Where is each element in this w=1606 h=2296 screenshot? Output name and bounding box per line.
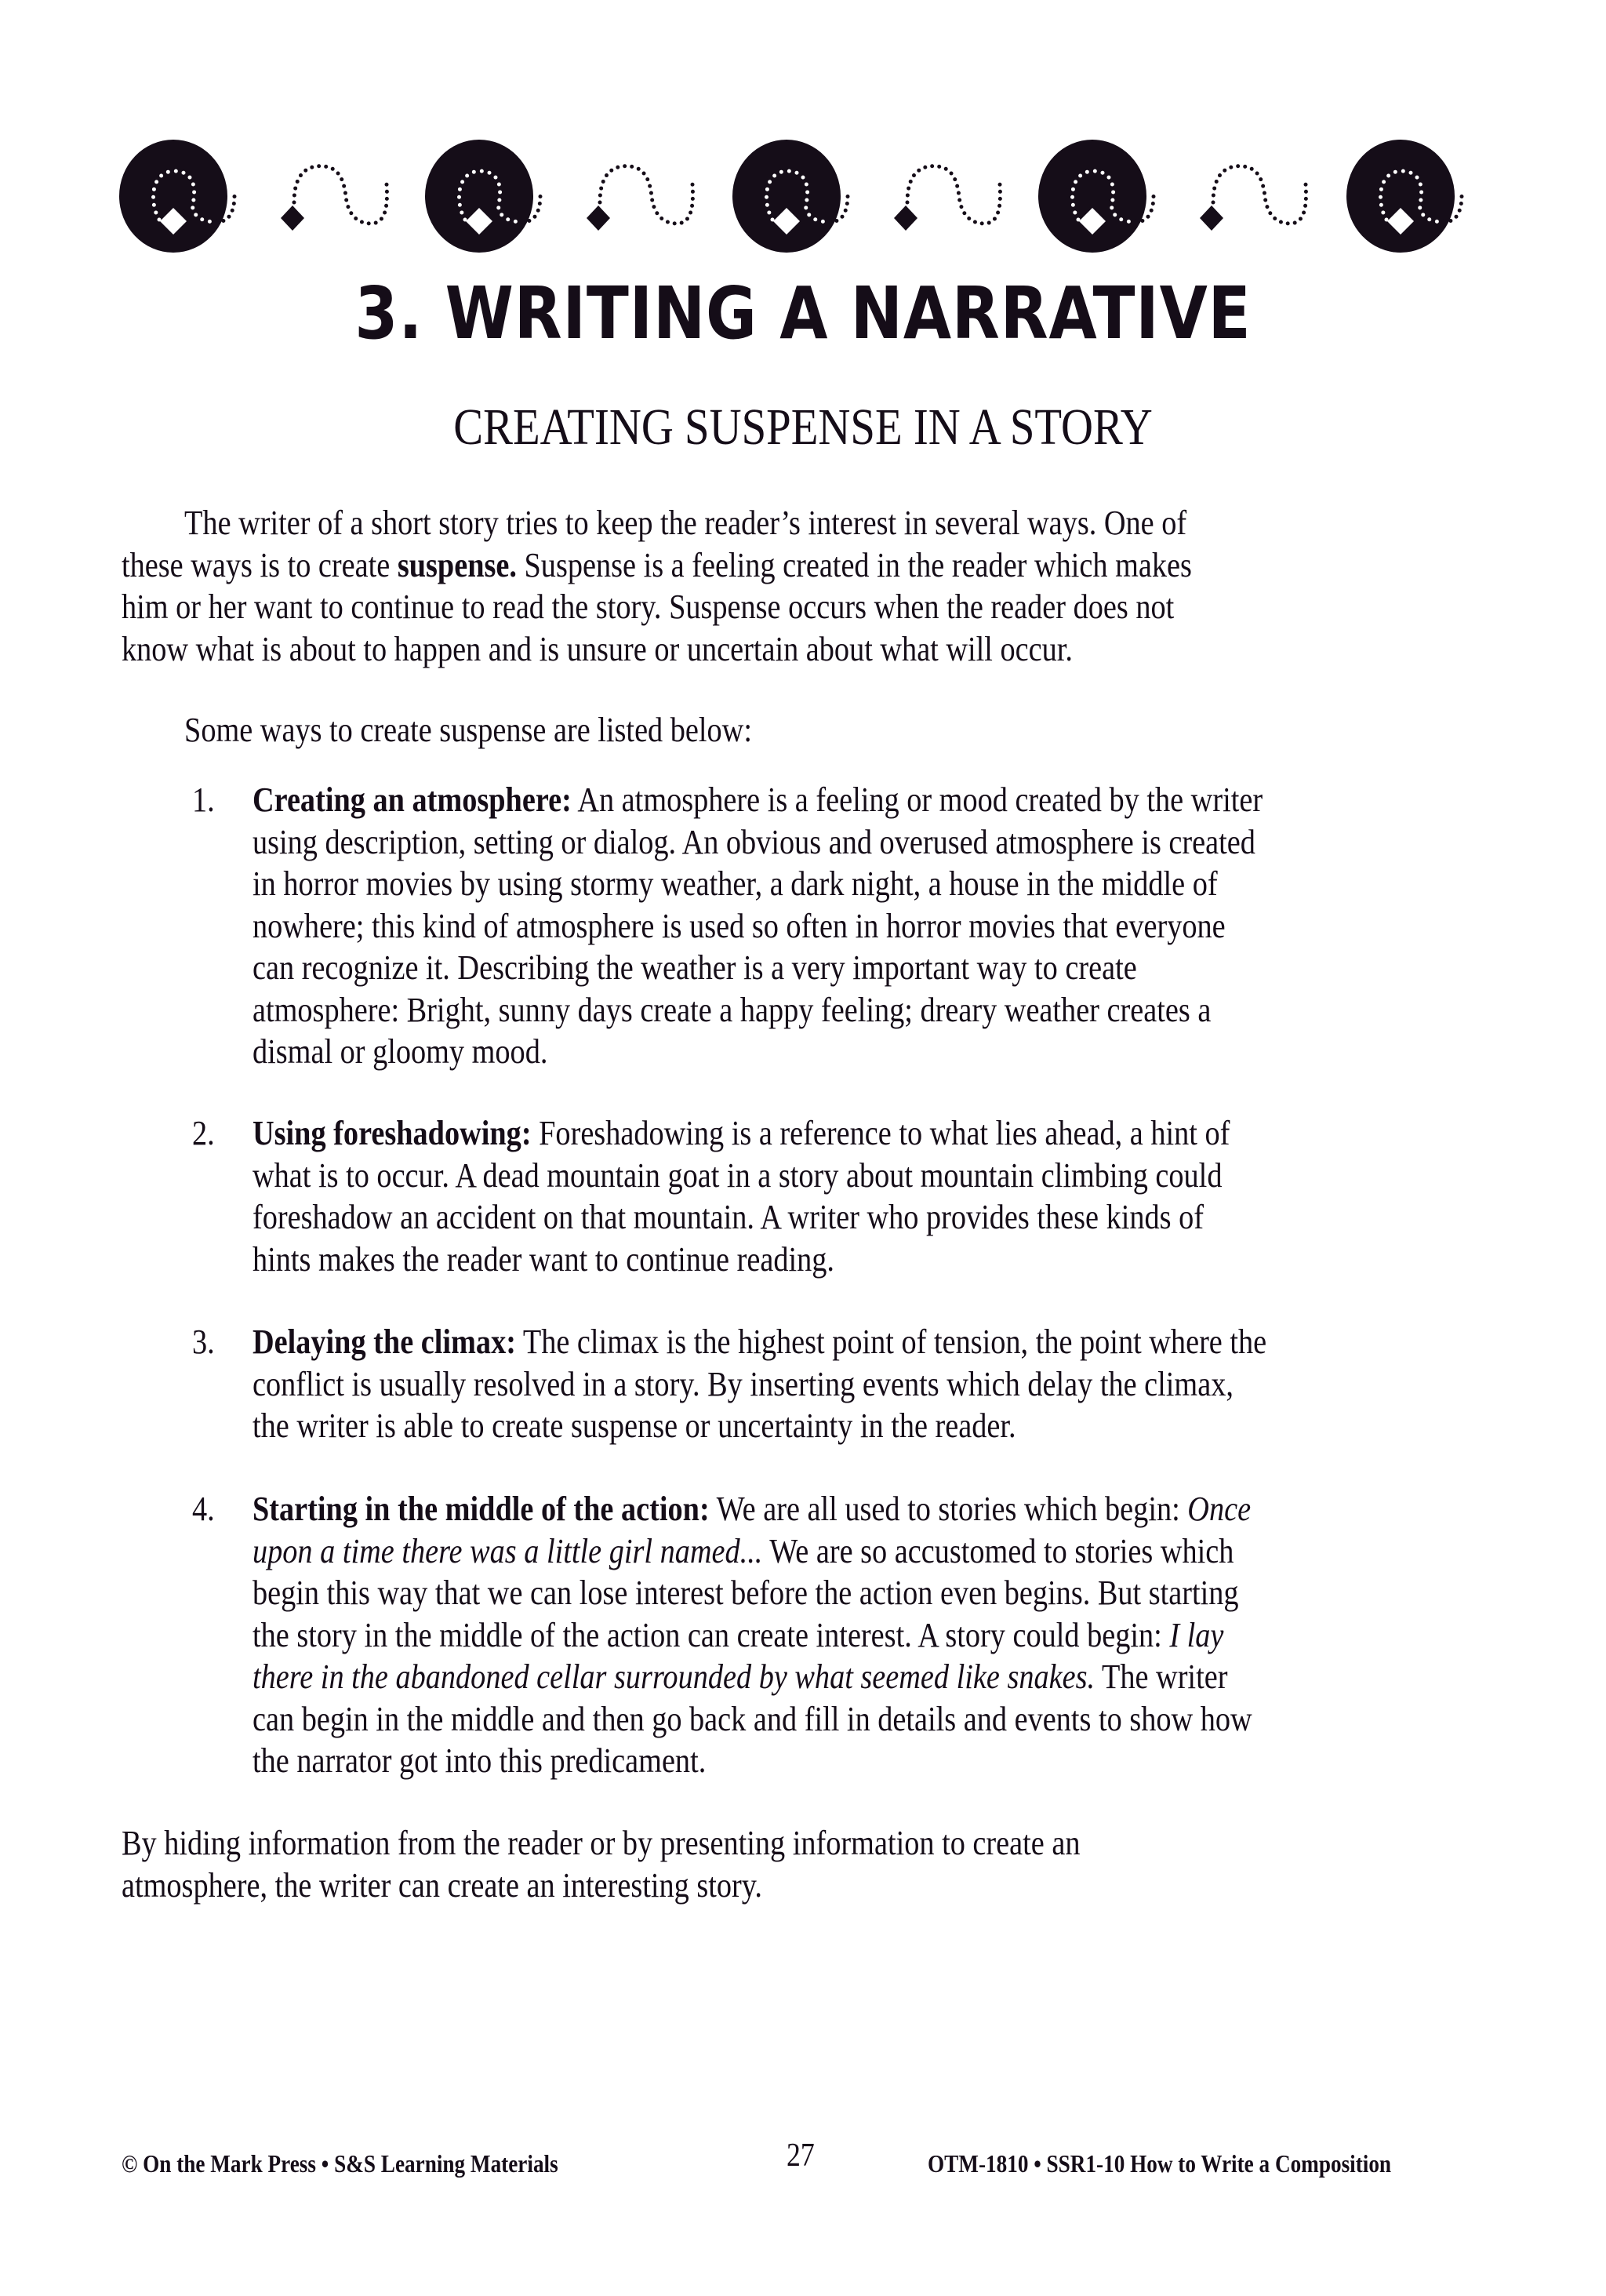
list-term: Starting in the middle of the action: xyxy=(253,1490,710,1528)
dotted-swirl-circle-icon xyxy=(119,140,234,253)
dotted-swirl-circle-icon xyxy=(732,140,848,253)
page-subtitle: CREATING SUSPENSE IN A STORY xyxy=(453,398,1153,456)
page-number: 27 xyxy=(787,2138,815,2174)
dotted-wave-diamond-icon xyxy=(587,166,692,231)
text-line: what is to occur. A dead mountain goat in a story about mountain climbing could xyxy=(253,1155,1223,1195)
list-item-body xyxy=(253,779,1414,1073)
dotted-swirl-circle-icon xyxy=(425,140,540,253)
dotted-wave-diamond-icon xyxy=(281,166,387,231)
text-line: Starting in the middle of the action: We are all used to stories which begin: Once xyxy=(253,1490,1252,1528)
text-line: nowhere; this kind of atmosphere is used so often in horror movies that everyone xyxy=(253,906,1226,945)
text-line: the writer is able to create suspense or uncertainty in the reader. xyxy=(253,1406,1016,1445)
list-number: 1. xyxy=(192,780,215,819)
list-item-body xyxy=(253,1488,1401,1782)
text-line: atmosphere: Bright, sunny days create a happy feeling; dreary weather creates a xyxy=(253,990,1212,1029)
text-line: foreshadow an accident on that mountain. A writer who provides these kinds of xyxy=(253,1198,1204,1236)
text-line: there in the abandoned cellar surrounded by what seemed like snakes. The writer xyxy=(253,1657,1228,1696)
dotted-wave-diamond-icon xyxy=(894,166,1000,231)
list-intro: Some ways to create suspense are listed below: xyxy=(184,711,752,749)
list-term: Creating an atmosphere: xyxy=(253,780,572,819)
example-quote: I lay xyxy=(1169,1615,1224,1654)
text-line: The writer of a short story tries to keep the reader’s interest in several ways. One of xyxy=(184,504,1187,542)
footer-book-code: OTM-1810 • SSR1-10 How to Write a Composition xyxy=(928,2149,1392,2178)
text-line: using description, setting or dialog. An obvious and overused atmosphere is created xyxy=(253,822,1255,861)
list-number: 3. xyxy=(192,1323,215,1361)
text-line: hints makes the reader want to continue reading. xyxy=(253,1239,834,1279)
text-line: By hiding information from the reader or by presenting information to create an xyxy=(122,1824,1081,1862)
text-line: upon a time there was a little girl named... We are so accustomed to stories which xyxy=(253,1531,1234,1570)
dotted-wave-diamond-icon xyxy=(1200,166,1306,231)
list-number: 2. xyxy=(192,1114,215,1152)
text-line: in horror movies by using stormy weather, a dark night, a house in the middle of xyxy=(253,864,1218,903)
text-line: the narrator got into this predicament. xyxy=(253,1741,707,1780)
example-quote: there in the abandoned cellar surrounded by what seemed like snakes. xyxy=(253,1657,1095,1696)
text-line: conflict is usually resolved in a story. By inserting events which delay the climax, xyxy=(253,1364,1234,1403)
text-line: Delaying the climax: The climax is the highest point of tension, the point where the xyxy=(253,1323,1267,1361)
list-term: Delaying the climax: xyxy=(253,1323,516,1361)
intro-paragraph xyxy=(122,502,1352,670)
text-line: know what is about to happen and is unsure or uncertain about what will occur. xyxy=(122,629,1073,668)
text-line: can begin in the middle and then go back and fill in details and events to show how xyxy=(253,1699,1252,1738)
text-line: him or her want to continue to read the story. Suspense occurs when the reader does not xyxy=(122,588,1175,626)
example-quote: Once xyxy=(1187,1490,1252,1528)
keyword-suspense: suspense. xyxy=(397,545,517,584)
text-line: these ways is to create suspense. Suspense is a feeling created in the reader which makes xyxy=(122,545,1192,584)
text-line: Using foreshadowing: Foreshadowing is a reference to what lies ahead, a hint of xyxy=(253,1114,1230,1152)
text-line: Creating an atmosphere: An atmosphere is a feeling or mood created by the writer xyxy=(253,780,1263,819)
text-line: the story in the middle of the action can create interest. A story could begin: I lay xyxy=(253,1615,1224,1654)
decorative-border xyxy=(110,129,1521,263)
example-quote: upon a time there was a little girl named... xyxy=(253,1531,763,1570)
footer-publisher: © On the Mark Press • S&S Learning Materials xyxy=(122,2149,558,2178)
text-line: dismal or gloomy mood. xyxy=(253,1032,548,1071)
conclusion-paragraph xyxy=(122,1822,1223,1906)
text-line: can recognize it. Describing the weather is a very important way to create xyxy=(253,948,1137,987)
dotted-swirl-circle-icon xyxy=(1346,140,1462,253)
list-item-body xyxy=(253,1321,1418,1447)
text-line: begin this way that we can lose interest before the action even begins. But starting xyxy=(253,1574,1239,1612)
dotted-swirl-circle-icon xyxy=(1038,140,1154,253)
page-title: 3. WRITING A NARRATIVE xyxy=(354,271,1252,355)
list-item-body xyxy=(253,1112,1376,1280)
text-line: atmosphere, the writer can create an interesting story. xyxy=(122,1865,763,1905)
list-term: Using foreshadowing: xyxy=(253,1114,532,1152)
list-number: 4. xyxy=(192,1490,215,1528)
